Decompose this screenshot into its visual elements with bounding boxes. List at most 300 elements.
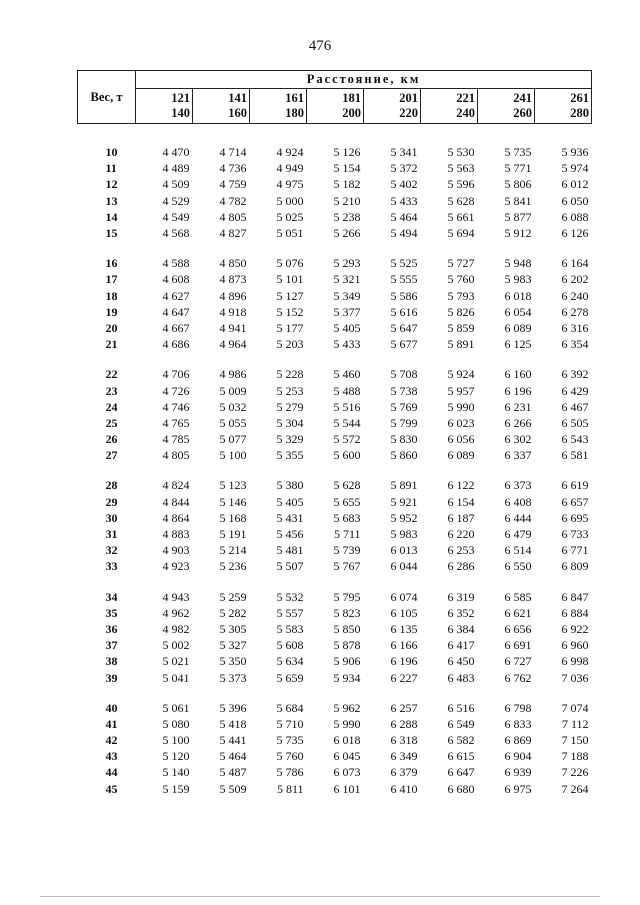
value-cell: 6 044: [390, 559, 418, 574]
value-cell: 5 878: [333, 638, 361, 653]
value-cell: 5 355: [276, 448, 304, 463]
value-cell: 5 683: [333, 510, 361, 525]
value-cell: 5 405: [276, 494, 304, 509]
value-cell: 5 002: [162, 638, 190, 653]
value-cell: 5 080: [162, 716, 190, 731]
range-from: 141: [228, 91, 247, 105]
value-cell: 5 990: [333, 716, 361, 731]
table-body: [78, 124, 592, 797]
value-cell: 5 507: [276, 559, 304, 574]
value-cell: 4 943: [162, 589, 190, 604]
value-cell: 4 529: [162, 193, 190, 208]
value-cell: 5 860: [390, 448, 418, 463]
value-cell: 5 793: [447, 288, 475, 303]
range-from: 121: [171, 91, 190, 105]
value-cell: 6 286: [447, 559, 475, 574]
value-cell: 4 726: [162, 383, 190, 398]
value-cell: 5 214: [219, 543, 247, 558]
value-cell: 5 596: [447, 177, 475, 192]
value-cell: 5 786: [276, 765, 304, 780]
value-cell: 6 018: [333, 733, 361, 748]
value-cell: 5 126: [333, 145, 361, 160]
weight-cell: 37: [105, 638, 118, 653]
tariff-table: [77, 70, 592, 797]
value-cell: 4 706: [162, 367, 190, 382]
value-cell: 7 188: [561, 749, 589, 764]
value-cell: 6 619: [561, 478, 589, 493]
value-cell: 5 182: [333, 177, 361, 192]
value-cell: 5 634: [276, 654, 304, 669]
value-cell: 5 530: [447, 145, 475, 160]
table-row: [78, 288, 592, 304]
value-cell: 5 760: [447, 272, 475, 287]
distance-range-header: [421, 89, 478, 124]
value-cell: 6 196: [504, 383, 532, 398]
value-cell: 5 259: [219, 589, 247, 604]
table-row: [78, 494, 592, 510]
value-cell: 6 154: [447, 494, 475, 509]
value-cell: 6 695: [561, 510, 589, 525]
table-row: [78, 605, 592, 621]
value-cell: 4 785: [162, 432, 190, 447]
value-cell: 5 647: [390, 320, 418, 335]
weight-cell: 29: [105, 494, 118, 509]
value-cell: 6 408: [504, 494, 532, 509]
value-cell: 5 841: [504, 193, 532, 208]
value-cell: 5 823: [333, 605, 361, 620]
value-cell: 6 647: [447, 765, 475, 780]
value-cell: 5 891: [447, 337, 475, 352]
value-cell: 6 288: [390, 716, 418, 731]
weight-cell: 34: [105, 589, 118, 604]
range-from: 181: [342, 91, 361, 105]
value-cell: 5 396: [219, 700, 247, 715]
value-cell: 5 373: [219, 670, 247, 685]
value-cell: 5 708: [390, 367, 418, 382]
weight-cell: 21: [105, 337, 118, 352]
value-cell: 6 089: [504, 320, 532, 335]
value-cell: 6 543: [561, 432, 589, 447]
value-cell: 5 380: [276, 478, 304, 493]
value-cell: 7 150: [561, 733, 589, 748]
group-spacer: [78, 241, 592, 255]
weight-cell: 26: [105, 432, 118, 447]
value-cell: 6 762: [504, 670, 532, 685]
table-row: [78, 558, 592, 574]
value-cell: 6 429: [561, 383, 589, 398]
value-cell: 5 934: [333, 670, 361, 685]
value-cell: 6 160: [504, 367, 532, 382]
value-cell: 6 550: [504, 559, 532, 574]
table-row: [78, 621, 592, 637]
value-cell: 5 906: [333, 654, 361, 669]
value-cell: 4 588: [162, 256, 190, 271]
value-cell: 5 120: [162, 749, 190, 764]
value-cell: 5 830: [390, 432, 418, 447]
value-cell: 6 187: [447, 510, 475, 525]
value-cell: 6 516: [447, 700, 475, 715]
weight-cell: 31: [105, 527, 118, 542]
range-to: 280: [570, 106, 590, 120]
value-cell: 4 962: [162, 605, 190, 620]
weight-cell: 18: [105, 288, 118, 303]
value-cell: 5 509: [219, 781, 247, 796]
distance-range-header: [478, 89, 535, 124]
value-cell: 4 903: [162, 543, 190, 558]
value-cell: 6 050: [561, 193, 589, 208]
value-cell: 6 585: [504, 589, 532, 604]
range-to: 220: [399, 106, 418, 120]
value-cell: 6 196: [390, 654, 418, 669]
value-cell: 5 402: [390, 177, 418, 192]
distance-range-header: [535, 89, 592, 124]
value-cell: 6 349: [390, 749, 418, 764]
value-cell: 5 487: [219, 765, 247, 780]
weight-cell: 15: [105, 226, 118, 241]
table-row: [78, 669, 592, 685]
value-cell: 5 405: [333, 320, 361, 335]
value-cell: 5 990: [447, 399, 475, 414]
value-cell: 5 228: [276, 367, 304, 382]
value-cell: 5 583: [276, 621, 304, 636]
value-cell: 6 135: [390, 621, 418, 636]
value-cell: 5 152: [276, 304, 304, 319]
value-cell: 5 727: [447, 256, 475, 271]
group-spacer: [78, 463, 592, 477]
value-cell: 5 418: [219, 716, 247, 731]
value-cell: 5 077: [219, 432, 247, 447]
value-cell: 6 483: [447, 670, 475, 685]
value-cell: 5 025: [276, 209, 304, 224]
value-cell: 5 957: [447, 383, 475, 398]
value-cell: 4 608: [162, 272, 190, 287]
value-cell: 4 986: [219, 367, 247, 382]
table-row: [78, 336, 592, 352]
value-cell: 4 782: [219, 193, 247, 208]
value-cell: 5 350: [219, 654, 247, 669]
value-cell: 6 337: [504, 448, 532, 463]
value-cell: 4 918: [219, 304, 247, 319]
value-cell: 5 488: [333, 383, 361, 398]
weight-cell: 12: [105, 177, 118, 192]
value-cell: 6 392: [561, 367, 589, 382]
table-row: [78, 255, 592, 271]
value-cell: 6 240: [561, 288, 589, 303]
value-cell: 5 799: [390, 415, 418, 430]
weight-cell: 39: [105, 670, 118, 685]
value-cell: 6 847: [561, 589, 589, 604]
value-cell: 5 327: [219, 638, 247, 653]
value-cell: 6 798: [504, 700, 532, 715]
table-row: [78, 447, 592, 463]
range-from: 221: [456, 91, 475, 105]
value-cell: 4 647: [162, 304, 190, 319]
value-cell: 6 074: [390, 589, 418, 604]
weight-cell: 28: [105, 478, 118, 493]
value-cell: 5 924: [447, 367, 475, 382]
value-cell: 5 738: [390, 383, 418, 398]
weight-cell: 30: [105, 510, 118, 525]
table-row: [78, 304, 592, 320]
value-cell: 5 557: [276, 605, 304, 620]
value-cell: 5 684: [276, 700, 304, 715]
value-cell: 5 076: [276, 256, 304, 271]
value-cell: 6 904: [504, 749, 532, 764]
value-cell: 5 850: [333, 621, 361, 636]
weight-cell: 17: [105, 272, 118, 287]
value-cell: 5 177: [276, 320, 304, 335]
value-cell: 6 379: [390, 765, 418, 780]
range-from: 241: [513, 91, 532, 105]
table-row: [78, 382, 592, 398]
value-cell: 5 009: [219, 383, 247, 398]
distance-range-header: [250, 89, 307, 124]
weight-cell: 10: [105, 145, 118, 160]
value-cell: 6 318: [390, 733, 418, 748]
value-cell: 4 667: [162, 320, 190, 335]
value-cell: 5 266: [333, 226, 361, 241]
weight-cell: 36: [105, 621, 118, 636]
value-cell: 5 628: [333, 478, 361, 493]
weight-cell: 22: [105, 367, 118, 382]
range-from: 161: [285, 91, 304, 105]
value-cell: 5 051: [276, 226, 304, 241]
value-cell: 5 460: [333, 367, 361, 382]
group-spacer: [78, 352, 592, 366]
weight-cell: 14: [105, 209, 118, 224]
weight-cell: 45: [105, 781, 118, 796]
range-to: 200: [342, 106, 361, 120]
table-row: [78, 193, 592, 209]
value-cell: 5 304: [276, 415, 304, 430]
value-cell: 4 844: [162, 494, 190, 509]
value-cell: 6 012: [561, 177, 589, 192]
value-cell: 4 827: [219, 226, 247, 241]
value-cell: 4 470: [162, 145, 190, 160]
value-cell: 5 811: [276, 781, 304, 796]
value-cell: 6 479: [504, 527, 532, 542]
value-cell: 5 159: [162, 781, 190, 796]
value-cell: 5 600: [333, 448, 361, 463]
value-cell: 6 122: [447, 478, 475, 493]
distance-range-header: [136, 89, 193, 124]
value-cell: 6 691: [504, 638, 532, 653]
value-cell: 5 735: [504, 145, 532, 160]
value-cell: 5 321: [333, 272, 361, 287]
range-to: 260: [513, 106, 532, 120]
value-cell: 5 210: [333, 193, 361, 208]
value-cell: 4 509: [162, 177, 190, 192]
value-cell: 4 686: [162, 337, 190, 352]
value-cell: 6 998: [561, 654, 589, 669]
weight-cell: 27: [105, 448, 118, 463]
value-cell: 5 532: [276, 589, 304, 604]
value-cell: 6 384: [447, 621, 475, 636]
distance-group-header: Расстояние, км: [136, 71, 592, 89]
value-cell: 4 850: [219, 256, 247, 271]
value-cell: 6 013: [390, 543, 418, 558]
value-cell: 5 711: [333, 527, 361, 542]
value-cell: 4 805: [162, 448, 190, 463]
value-cell: 5 616: [390, 304, 418, 319]
value-cell: 4 627: [162, 288, 190, 303]
weight-cell: 38: [105, 654, 118, 669]
value-cell: 5 572: [333, 432, 361, 447]
table-row: [78, 144, 592, 160]
value-cell: 6 549: [447, 716, 475, 731]
value-cell: 5 859: [447, 320, 475, 335]
value-cell: 5 441: [219, 733, 247, 748]
value-cell: 6 809: [561, 559, 589, 574]
value-cell: 5 372: [390, 161, 418, 176]
value-cell: 6 056: [447, 432, 475, 447]
table-row: [78, 764, 592, 780]
value-cell: 4 941: [219, 320, 247, 335]
value-cell: 6 126: [561, 226, 589, 241]
value-cell: 6 088: [561, 209, 589, 224]
value-cell: 5 456: [276, 527, 304, 542]
table-row: [78, 225, 592, 241]
value-cell: 6 621: [504, 605, 532, 620]
table-row: [78, 160, 592, 176]
value-cell: 4 896: [219, 288, 247, 303]
value-cell: 6 073: [333, 765, 361, 780]
value-cell: 4 805: [219, 209, 247, 224]
weight-cell: 24: [105, 399, 118, 414]
value-cell: 6 884: [561, 605, 589, 620]
value-cell: 6 125: [504, 337, 532, 352]
weight-cell: 40: [105, 700, 118, 715]
weight-cell: 44: [105, 765, 118, 780]
value-cell: 4 949: [276, 161, 304, 176]
weight-cell: 33: [105, 559, 118, 574]
value-cell: 5 021: [162, 654, 190, 669]
table-row: [78, 700, 592, 716]
weight-cell: 19: [105, 304, 118, 319]
value-cell: 6 227: [390, 670, 418, 685]
value-cell: 6 352: [447, 605, 475, 620]
value-cell: 6 467: [561, 399, 589, 414]
value-cell: 6 266: [504, 415, 532, 430]
value-cell: 5 912: [504, 226, 532, 241]
value-cell: 5 516: [333, 399, 361, 414]
table-row: [78, 526, 592, 542]
value-cell: 5 735: [276, 733, 304, 748]
value-cell: 4 982: [162, 621, 190, 636]
value-cell: 5 377: [333, 304, 361, 319]
value-cell: 5 555: [390, 272, 418, 287]
value-cell: 5 694: [447, 226, 475, 241]
value-cell: 7 036: [561, 670, 589, 685]
table-header: [78, 71, 592, 124]
weight-cell: 32: [105, 543, 118, 558]
value-cell: 4 883: [162, 527, 190, 542]
value-cell: 4 489: [162, 161, 190, 176]
value-cell: 4 923: [162, 559, 190, 574]
weight-cell: 13: [105, 193, 118, 208]
value-cell: 5 661: [447, 209, 475, 224]
table-row: [78, 209, 592, 225]
value-cell: 6 166: [390, 638, 418, 653]
table-row: [78, 415, 592, 431]
value-cell: 6 656: [504, 621, 532, 636]
value-cell: 5 677: [390, 337, 418, 352]
table-row: [78, 477, 592, 493]
value-cell: 5 253: [276, 383, 304, 398]
weight-cell: 35: [105, 605, 118, 620]
value-cell: 5 962: [333, 700, 361, 715]
value-cell: 5 140: [162, 765, 190, 780]
value-cell: 5 525: [390, 256, 418, 271]
value-cell: 6 253: [447, 543, 475, 558]
value-cell: 5 431: [276, 510, 304, 525]
value-cell: 6 450: [447, 654, 475, 669]
table-row: [78, 176, 592, 192]
value-cell: 5 655: [333, 494, 361, 509]
value-cell: 5 349: [333, 288, 361, 303]
value-cell: 6 939: [504, 765, 532, 780]
value-cell: 6 505: [561, 415, 589, 430]
value-cell: 6 231: [504, 399, 532, 414]
value-cell: 6 581: [561, 448, 589, 463]
value-cell: 5 293: [333, 256, 361, 271]
value-cell: 6 278: [561, 304, 589, 319]
table-row: [78, 320, 592, 336]
table-row: [78, 781, 592, 797]
value-cell: 7 264: [561, 781, 589, 796]
value-cell: 5 771: [504, 161, 532, 176]
value-cell: 6 319: [447, 589, 475, 604]
distance-range-header: [193, 89, 250, 124]
group-spacer: [78, 124, 592, 145]
value-cell: 4 568: [162, 226, 190, 241]
value-cell: 4 765: [162, 415, 190, 430]
value-cell: 4 714: [219, 145, 247, 160]
value-cell: 5 305: [219, 621, 247, 636]
table-row: [78, 748, 592, 764]
value-cell: 5 464: [219, 749, 247, 764]
table-row: [78, 589, 592, 605]
value-cell: 5 795: [333, 589, 361, 604]
value-cell: 4 746: [162, 399, 190, 414]
table-row: [78, 271, 592, 287]
value-cell: 6 018: [504, 288, 532, 303]
value-cell: 6 202: [561, 272, 589, 287]
weight-cell: 11: [105, 161, 117, 176]
weight-cell: 16: [105, 256, 118, 271]
range-to: 240: [456, 106, 475, 120]
value-cell: 6 869: [504, 733, 532, 748]
weight-cell: 20: [105, 320, 118, 335]
value-cell: 5 544: [333, 415, 361, 430]
value-cell: 6 582: [447, 733, 475, 748]
value-cell: 5 983: [390, 527, 418, 542]
table-row: [78, 399, 592, 415]
value-cell: 5 041: [162, 670, 190, 685]
value-cell: 6 615: [447, 749, 475, 764]
value-cell: 6 105: [390, 605, 418, 620]
table-row: [78, 431, 592, 447]
page-bottom-rule: [40, 896, 600, 897]
value-cell: 6 354: [561, 337, 589, 352]
value-cell: 5 154: [333, 161, 361, 176]
value-cell: 5 760: [276, 749, 304, 764]
distance-range-header: [307, 89, 364, 124]
range-to: 140: [171, 106, 190, 120]
range-to: 160: [228, 106, 247, 120]
value-cell: 5 100: [219, 448, 247, 463]
value-cell: 5 891: [390, 478, 418, 493]
